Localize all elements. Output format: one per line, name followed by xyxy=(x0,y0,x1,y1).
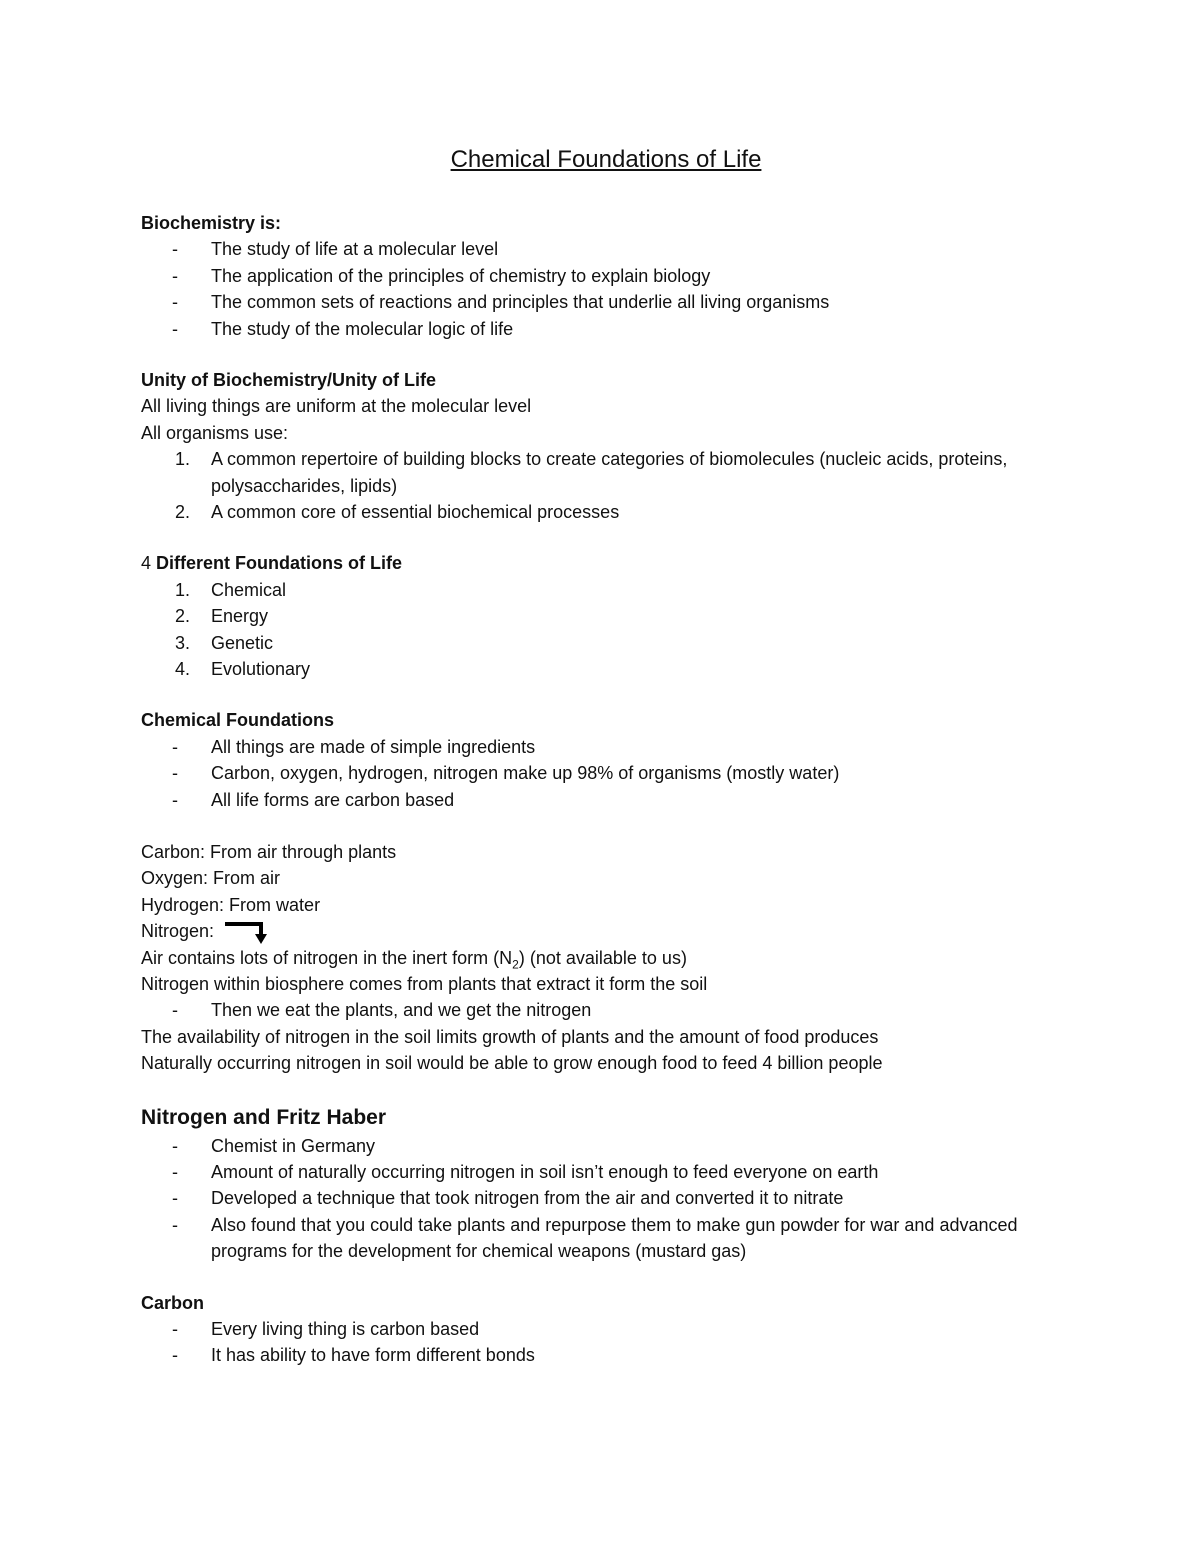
list-item: - Then we eat the plants, and we get the nitrogen xyxy=(172,1000,592,1021)
section-heading-carbon: Carbon xyxy=(141,1292,204,1313)
list-item: - It has ability to have form different bonds xyxy=(172,1345,535,1366)
page-title: Chemical Foundations of Life xyxy=(450,146,762,173)
unity-list xyxy=(141,446,1071,525)
nitrogen-biosphere-line: Nitrogen within biosphere comes from plants that extract it form the soil xyxy=(141,973,708,994)
list-item: - Every living thing is carbon based xyxy=(172,1318,480,1339)
section-heading-chemical: Chemical Foundations xyxy=(141,710,335,731)
nitrogen-availability-line: The availability of nitrogen in the soil limits growth of plants and the amount of food produces xyxy=(141,1026,879,1047)
list-item: 1. A common repertoire of building blocks to create categories of biomolecules (nucleic acids, proteins, polysaccharides, lipids) xyxy=(175,449,1008,496)
chemical-list xyxy=(141,734,1071,813)
bent-arrow-down-icon xyxy=(223,919,271,945)
unity-line-2: All organisms use: xyxy=(141,422,289,443)
element-nitrogen: Nitrogen: xyxy=(141,918,1071,944)
document-content xyxy=(141,140,1071,1369)
list-item: - All life forms are carbon based xyxy=(172,789,455,810)
list-item: - Developed a technique that took nitrogen from the air and converted it to nitrate xyxy=(172,1188,844,1209)
list-item: - Also found that you could take plants and repurpose them to make gun powder for war and advanced programs for the development for chemical weapons (mustard gas) xyxy=(172,1214,1018,1262)
list-item: - All things are made of simple ingredients xyxy=(172,736,536,757)
list-item: - Carbon, oxygen, hydrogen, nitrogen make up 98% of organisms (mostly water) xyxy=(172,763,840,784)
list-item: - The study of life at a molecular level xyxy=(172,239,499,260)
list-item: - Chemist in Germany xyxy=(172,1135,376,1156)
section-heading-unity: Unity of Biochemistry/Unity of Life xyxy=(141,370,437,391)
nitrogen-natural-line: Naturally occurring nitrogen in soil would be able to grow enough food to feed 4 billion people xyxy=(141,1053,883,1074)
unity-line-1: All living things are uniform at the molecular level xyxy=(141,396,532,417)
element-carbon: Carbon: From air through plants xyxy=(141,842,397,863)
biochemistry-list xyxy=(141,236,1071,342)
haber-list xyxy=(141,1133,1071,1265)
section-heading-haber: Nitrogen and Fritz Haber xyxy=(141,1105,387,1129)
section-heading-biochemistry: Biochemistry is: xyxy=(141,213,282,233)
list-item: - The common sets of reactions and principles that underlie all living organisms xyxy=(172,292,830,313)
list-item: 4. Evolutionary xyxy=(175,659,311,680)
carbon-list xyxy=(141,1316,1071,1369)
list-item: - The application of the principles of chemistry to explain biology xyxy=(172,265,711,286)
element-oxygen: Oxygen: From air xyxy=(141,868,281,889)
list-item: - The study of the molecular logic of life xyxy=(172,318,514,339)
list-item: 2. A common core of essential biochemical processes xyxy=(175,502,620,522)
nitrogen-air-line: Air contains lots of nitrogen in the inert form $(N_2)$ (not available to us) xyxy=(141,947,687,972)
list-item: 1. Chemical xyxy=(175,579,287,600)
list-item: 2. Energy xyxy=(175,606,269,627)
element-hydrogen: Hydrogen: From water xyxy=(141,894,321,915)
foundations-list xyxy=(141,577,1071,683)
nitrogen-eat-list xyxy=(141,997,1071,1023)
section-heading-foundations: 4 Different Foundations of Life xyxy=(141,553,403,574)
list-item: - Amount of naturally occurring nitrogen in soil isn’t enough to feed everyone on earth xyxy=(172,1161,879,1182)
list-item: 3. Genetic xyxy=(175,632,274,653)
